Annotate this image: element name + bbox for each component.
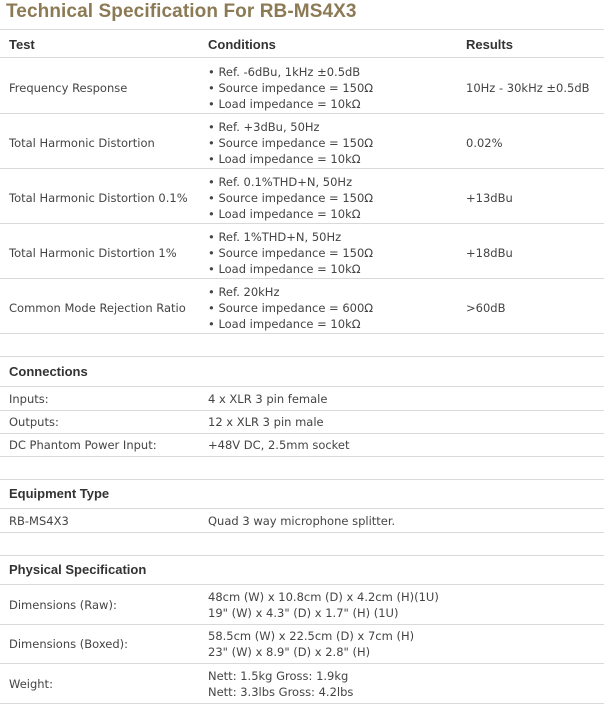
- divider: [0, 356, 604, 357]
- divider: [0, 223, 604, 224]
- spec-conditions: [208, 284, 373, 332]
- physical-value: [208, 628, 414, 660]
- condition-line: • Load impedance = 10kΩ: [208, 97, 361, 111]
- spec-result: >60dB: [466, 301, 506, 315]
- divider: [0, 386, 604, 387]
- physical-line: 19" (W) x 4.3" (D) x 1.7" (H) (1U): [208, 606, 399, 620]
- condition-line: • Source impedance = 150Ω: [208, 191, 374, 205]
- divider: [0, 456, 604, 457]
- divider: [0, 663, 604, 664]
- equipment-value: Quad 3 way microphone splitter.: [208, 514, 396, 528]
- condition-line: • Source impedance = 600Ω: [208, 301, 374, 315]
- physical-line: Nett: 1.5kg Gross: 1.9kg: [208, 669, 349, 683]
- condition-line: • Load impedance = 10kΩ: [208, 207, 361, 221]
- divider: [0, 278, 604, 279]
- connection-label: Inputs:: [9, 392, 49, 406]
- condition-line: • Source impedance = 150Ω: [208, 136, 374, 150]
- divider: [0, 532, 604, 533]
- divider: [0, 703, 604, 704]
- connection-label: Outputs:: [9, 415, 59, 429]
- spec-result: +13dBu: [466, 191, 513, 205]
- condition-line: • Load impedance = 10kΩ: [208, 152, 361, 166]
- section-heading-equipment: Equipment Type: [9, 486, 110, 501]
- spec-result: 10Hz - 30kHz ±0.5dB: [466, 81, 590, 95]
- condition-line: • Load impedance = 10kΩ: [208, 317, 361, 331]
- divider: [0, 29, 604, 30]
- spec-conditions: [208, 64, 373, 112]
- spec-test-label: Total Harmonic Distortion 0.1%: [9, 191, 188, 205]
- divider: [0, 508, 604, 509]
- spec-test-label: Total Harmonic Distortion: [9, 136, 155, 150]
- column-header-conditions: Conditions: [208, 37, 276, 52]
- connection-value: +48V DC, 2.5mm socket: [208, 438, 350, 452]
- physical-value: [208, 589, 439, 621]
- condition-line: • Source impedance = 150Ω: [208, 81, 374, 95]
- condition-line: • Ref. 0.1%THD+N, 50Hz: [208, 175, 353, 189]
- column-header-test: Test: [9, 37, 35, 52]
- column-header-results: Results: [466, 37, 513, 52]
- connection-label: DC Phantom Power Input:: [9, 438, 157, 452]
- divider: [0, 433, 604, 434]
- spec-conditions: [208, 174, 373, 222]
- section-heading-connections: Connections: [9, 364, 88, 379]
- physical-label: Dimensions (Boxed):: [9, 637, 129, 651]
- divider: [0, 555, 604, 556]
- spec-result: 0.02%: [466, 136, 503, 150]
- condition-line: • Ref. -6dBu, 1kHz ±0.5dB: [208, 65, 361, 79]
- spec-conditions: [208, 229, 373, 277]
- spec-result: +18dBu: [466, 246, 513, 260]
- divider: [0, 57, 604, 58]
- spec-test-label: Common Mode Rejection Ratio: [9, 301, 186, 315]
- divider: [0, 624, 604, 625]
- spec-test-label: Total Harmonic Distortion 1%: [9, 246, 177, 260]
- condition-line: • Ref. 20kHz: [208, 285, 280, 299]
- divider: [0, 410, 604, 411]
- physical-label: Dimensions (Raw):: [9, 598, 117, 612]
- page-title: Technical Specification For RB-MS4X3: [6, 1, 357, 22]
- section-heading-physical: Physical Specification: [9, 562, 147, 577]
- condition-line: • Ref. 1%THD+N, 50Hz: [208, 230, 342, 244]
- connection-value: 4 x XLR 3 pin female: [208, 392, 328, 406]
- equipment-label: RB-MS4X3: [9, 514, 69, 528]
- physical-value: [208, 668, 353, 700]
- physical-line: 48cm (W) x 10.8cm (D) x 4.2cm (H)(1U): [208, 590, 439, 604]
- physical-line: Nett: 3.3lbs Gross: 4.2lbs: [208, 685, 354, 699]
- spec-conditions: [208, 119, 373, 167]
- condition-line: • Load impedance = 10kΩ: [208, 262, 361, 276]
- condition-line: • Source impedance = 150Ω: [208, 246, 374, 260]
- physical-line: 58.5cm (W) x 22.5cm (D) x 7cm (H): [208, 629, 415, 643]
- spec-test-label: Frequency Response: [9, 81, 128, 95]
- condition-line: • Ref. +3dBu, 50Hz: [208, 120, 320, 134]
- physical-line: 23" (W) x 8.9" (D) x 2.8" (H): [208, 645, 371, 659]
- divider: [0, 168, 604, 169]
- divider: [0, 113, 604, 114]
- divider: [0, 479, 604, 480]
- divider: [0, 333, 604, 334]
- connection-value: 12 x XLR 3 pin male: [208, 415, 324, 429]
- divider: [0, 584, 604, 585]
- physical-label: Weight:: [9, 677, 53, 691]
